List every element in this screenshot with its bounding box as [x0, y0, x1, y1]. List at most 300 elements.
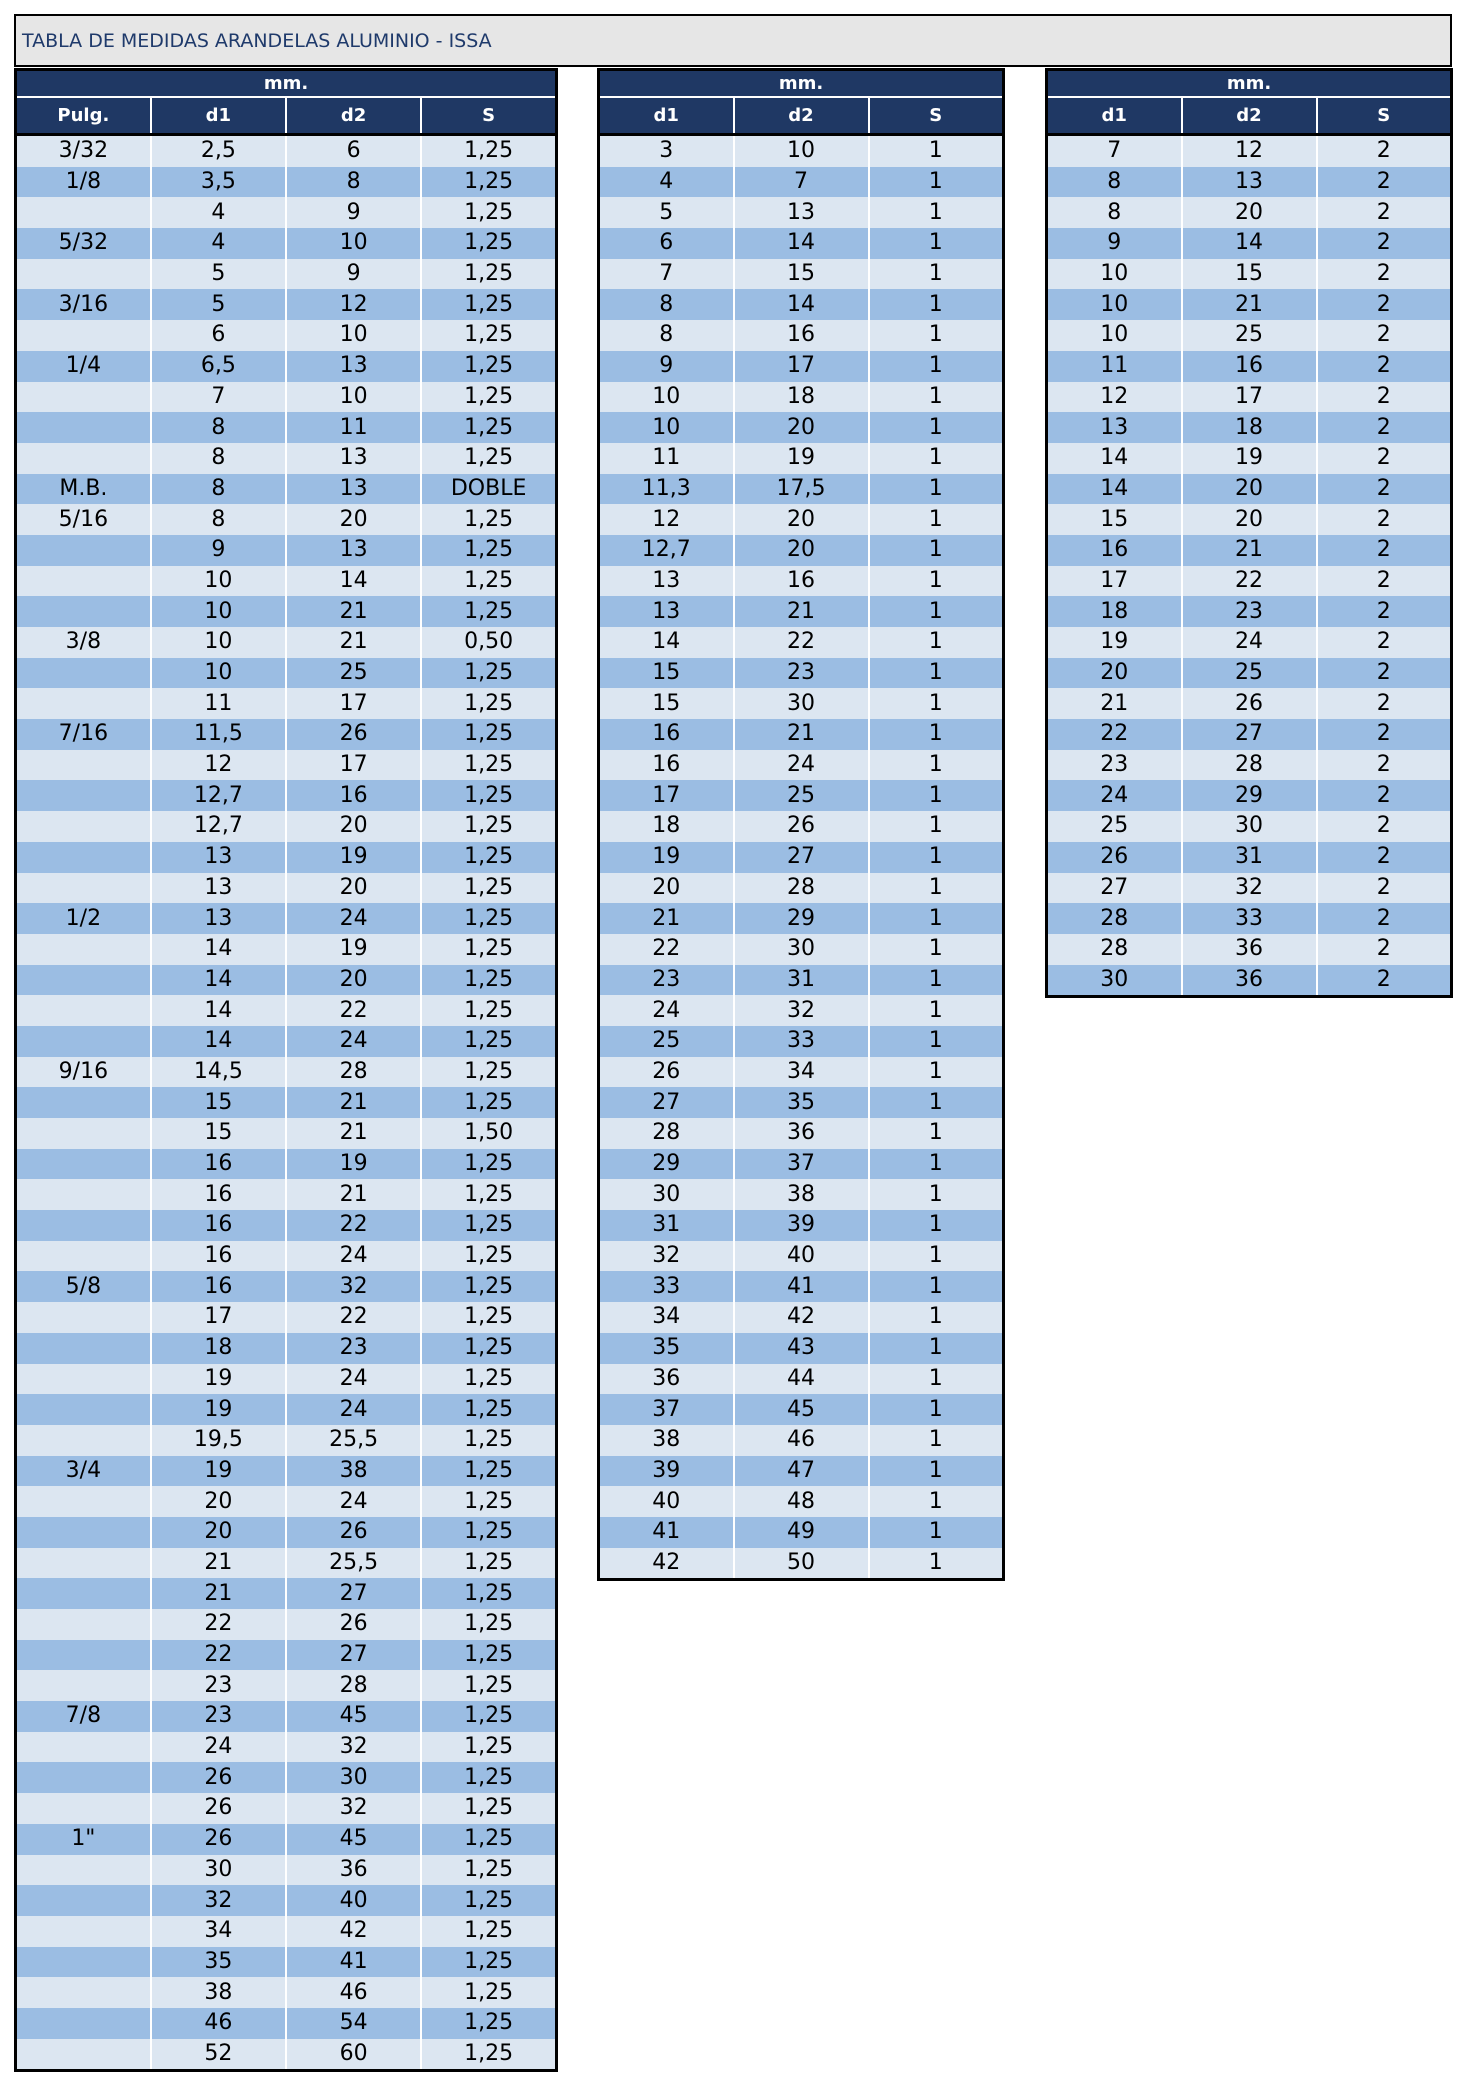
table-row	[599, 780, 1004, 811]
table-cell	[16, 1026, 151, 1057]
table-row	[16, 1026, 557, 1057]
table-cell: 1,25	[421, 903, 556, 934]
table-cell: 1,25	[421, 1364, 556, 1395]
table-cell: 2	[1317, 228, 1452, 259]
table-row	[1047, 135, 1452, 167]
table-cell: 24	[286, 1241, 421, 1272]
table-cell: 25,5	[286, 1548, 421, 1579]
table-cell: 20	[734, 504, 869, 535]
table-cell: 2	[1317, 596, 1452, 627]
table-row	[16, 1701, 557, 1732]
table-cell: 1,25	[421, 1026, 556, 1057]
table-cell: 20	[286, 965, 421, 996]
table-cell: 1,25	[421, 1087, 556, 1118]
table-cell: 16	[734, 566, 869, 597]
table-cell: 1,25	[421, 596, 556, 627]
table-cell: 1,25	[421, 412, 556, 443]
washer-table-s1	[597, 68, 1005, 1581]
table-cell: 7/16	[16, 719, 151, 750]
table-cell: 11,5	[151, 719, 286, 750]
table-row	[1047, 596, 1452, 627]
table-row	[16, 995, 557, 1026]
table-cell: 17	[286, 688, 421, 719]
table-cell	[16, 1732, 151, 1763]
table-cell: 23	[151, 1701, 286, 1732]
table-row	[599, 1517, 1004, 1548]
table-row	[599, 167, 1004, 198]
table-row	[599, 1333, 1004, 1364]
table-cell: 26	[151, 1793, 286, 1824]
table-cell: 11	[151, 688, 286, 719]
column-header: Pulg.	[16, 97, 151, 135]
table-cell: 1,25	[421, 1762, 556, 1793]
table-cell: 32	[1182, 873, 1317, 904]
table-row	[599, 934, 1004, 965]
table-row	[16, 627, 557, 658]
table-row	[1047, 474, 1452, 505]
table-cell: 49	[734, 1517, 869, 1548]
table-cell: 24	[286, 1026, 421, 1057]
table-cell: 48	[734, 1486, 869, 1517]
table-cell: 19	[151, 1394, 286, 1425]
table-cell: 43	[734, 1333, 869, 1364]
table-cell: 6	[599, 228, 734, 259]
table-cell: 16	[151, 1271, 286, 1302]
table-cell: 32	[599, 1241, 734, 1272]
table-cell	[16, 596, 151, 627]
table-cell: 24	[1182, 627, 1317, 658]
table-cell: 1,25	[421, 842, 556, 873]
table-cell: 1	[869, 197, 1004, 228]
table-cell: 2	[1317, 135, 1452, 167]
column-header: S	[869, 97, 1004, 135]
table-cell: 11	[599, 443, 734, 474]
table-row	[599, 1149, 1004, 1180]
table-cell: 13	[286, 351, 421, 382]
table-cell	[16, 1578, 151, 1609]
table-cell: 1	[869, 504, 1004, 535]
table-row	[599, 1394, 1004, 1425]
table-row	[599, 1241, 1004, 1272]
table-row	[599, 1118, 1004, 1149]
table-cell: 24	[599, 995, 734, 1026]
table-cell	[16, 1670, 151, 1701]
table-cell: 24	[286, 1364, 421, 1395]
table-cell: 16	[151, 1241, 286, 1272]
table-cell: 19	[1182, 443, 1317, 474]
table-cell: 1,25	[421, 1824, 556, 1855]
table-cell: 1	[869, 1333, 1004, 1364]
table-cell: 1	[869, 474, 1004, 505]
table-cell: 13	[1047, 412, 1182, 443]
table-cell: 10	[734, 135, 869, 167]
table-cell	[16, 320, 151, 351]
table-cell: 36	[1182, 934, 1317, 965]
table-cell: 1	[869, 412, 1004, 443]
table-cell: 1,25	[421, 1548, 556, 1579]
table-cell: 1	[869, 228, 1004, 259]
table-cell: 34	[734, 1057, 869, 1088]
table-cell: 9	[286, 259, 421, 290]
table-cell: 1	[869, 1118, 1004, 1149]
table-cell	[16, 566, 151, 597]
table-cell: 10	[599, 412, 734, 443]
table-cell: 1	[869, 1057, 1004, 1088]
table-cell: 11,3	[599, 474, 734, 505]
table-cell: 12	[151, 750, 286, 781]
table-row	[1047, 750, 1452, 781]
table-cell: 23	[734, 658, 869, 689]
table-cell: 2	[1317, 412, 1452, 443]
table-cell	[16, 995, 151, 1026]
table-cell: 13	[151, 903, 286, 934]
table-cell: 1	[869, 873, 1004, 904]
table-cell: 32	[734, 995, 869, 1026]
table-cell: 1	[869, 903, 1004, 934]
table-cell: 8	[599, 320, 734, 351]
table-cell: 1	[869, 289, 1004, 320]
table-cell: 28	[1182, 750, 1317, 781]
table-cell: 1,25	[421, 1517, 556, 1548]
table-row	[16, 1517, 557, 1548]
table-cell	[16, 1425, 151, 1456]
table-cell: 5/32	[16, 228, 151, 259]
table-row	[1047, 688, 1452, 719]
table-cell: 2	[1317, 627, 1452, 658]
table-cell: 26	[151, 1824, 286, 1855]
table-row	[1047, 228, 1452, 259]
table-cell: 36	[1182, 965, 1317, 997]
table-row	[599, 1179, 1004, 1210]
table-cell: 17	[1047, 566, 1182, 597]
table-cell: 10	[286, 320, 421, 351]
table-cell: 21	[734, 719, 869, 750]
table-cell: 24	[1047, 780, 1182, 811]
table-row	[16, 1640, 557, 1671]
table-cell: 1	[869, 1456, 1004, 1487]
table-cell: 22	[286, 995, 421, 1026]
table-cell: 38	[599, 1425, 734, 1456]
table-row	[16, 382, 557, 413]
table-cell: 13	[599, 566, 734, 597]
table-cell: 32	[286, 1793, 421, 1824]
table-cell: 29	[734, 903, 869, 934]
table-cell: 20	[599, 873, 734, 904]
table-row	[1047, 535, 1452, 566]
table-cell: 10	[599, 382, 734, 413]
table-cell: 46	[151, 2008, 286, 2039]
table-cell: 1	[869, 811, 1004, 842]
table-row	[16, 1364, 557, 1395]
table-row	[599, 811, 1004, 842]
table-cell: 10	[151, 627, 286, 658]
table-cell: 1/8	[16, 167, 151, 198]
table-row	[16, 2008, 557, 2039]
table-cell	[16, 1855, 151, 1886]
table-cell: 27	[286, 1578, 421, 1609]
column-header: d1	[151, 97, 286, 135]
table-cell	[16, 1640, 151, 1671]
table-cell: 1,25	[421, 1149, 556, 1180]
table-row	[16, 1179, 557, 1210]
table-cell: 24	[286, 1486, 421, 1517]
table-row	[599, 1456, 1004, 1487]
table-cell	[16, 2039, 151, 2071]
table-cell: 1	[869, 443, 1004, 474]
table-cell: 47	[734, 1456, 869, 1487]
washer-table-s2	[1045, 68, 1453, 998]
table-cell: 12,7	[151, 780, 286, 811]
table-row	[599, 627, 1004, 658]
table-cell: 2	[1317, 750, 1452, 781]
table-cell: 5	[151, 289, 286, 320]
table-cell: 1,25	[421, 1425, 556, 1456]
table-row	[1047, 658, 1452, 689]
table-row	[16, 197, 557, 228]
table-cell: 1	[869, 1026, 1004, 1057]
table-row	[16, 1916, 557, 1947]
table-cell: 13	[734, 197, 869, 228]
table-cell: 2	[1317, 965, 1452, 997]
table-cell: 19	[151, 1456, 286, 1487]
table-cell: 1,25	[421, 1057, 556, 1088]
table-cell: 1,25	[421, 228, 556, 259]
table-row	[1047, 965, 1452, 997]
table-cell: 3/32	[16, 135, 151, 167]
table-cell: 2	[1317, 259, 1452, 290]
table-cell: 21	[286, 1087, 421, 1118]
table-cell: 20	[1182, 504, 1317, 535]
table-cell: 31	[599, 1210, 734, 1241]
table-cell: 17	[734, 351, 869, 382]
table-row	[16, 1609, 557, 1640]
table-cell: 37	[599, 1394, 734, 1425]
table-cell: 25	[1182, 658, 1317, 689]
table-cell: 26	[734, 811, 869, 842]
table-row	[16, 1425, 557, 1456]
table-cell	[16, 1149, 151, 1180]
table-row	[1047, 934, 1452, 965]
table-cell: 1	[869, 1425, 1004, 1456]
column-header: d1	[599, 97, 734, 135]
table-cell: 19	[151, 1364, 286, 1395]
table-row	[16, 1241, 557, 1272]
column-header: S	[1317, 97, 1452, 135]
table-cell: 19	[1047, 627, 1182, 658]
table-cell	[16, 1241, 151, 1272]
table-cell: 1,25	[421, 351, 556, 382]
table-cell: 7/8	[16, 1701, 151, 1732]
table-cell: 14	[151, 934, 286, 965]
table-cell: 1,25	[421, 167, 556, 198]
table-row	[599, 688, 1004, 719]
table-cell	[16, 1609, 151, 1640]
table-row	[1047, 443, 1452, 474]
table-cell: 15	[151, 1118, 286, 1149]
table-cell	[16, 1947, 151, 1978]
table-cell	[16, 259, 151, 290]
table-cell: 28	[286, 1057, 421, 1088]
table-row	[16, 1302, 557, 1333]
table-row	[1047, 382, 1452, 413]
table-cell: 9	[1047, 228, 1182, 259]
table-cell: 1,25	[421, 1732, 556, 1763]
table-cell: 1,25	[421, 2008, 556, 2039]
table-row	[1047, 259, 1452, 290]
table-row	[599, 1087, 1004, 1118]
table-cell: 1	[869, 135, 1004, 167]
table-cell: 14	[734, 228, 869, 259]
table-cell	[16, 382, 151, 413]
table-row	[599, 566, 1004, 597]
table-cell: 1	[869, 596, 1004, 627]
table-cell: 14	[151, 965, 286, 996]
table-cell: 6,5	[151, 351, 286, 382]
table-row	[599, 1210, 1004, 1241]
table-cell: 2	[1317, 167, 1452, 198]
table-cell: 41	[734, 1271, 869, 1302]
table-cell: 27	[734, 842, 869, 873]
table-cell: 1	[869, 167, 1004, 198]
table-cell: 12	[1182, 135, 1317, 167]
table-cell: 26	[599, 1057, 734, 1088]
table-cell: 14,5	[151, 1057, 286, 1088]
table-cell: 19	[599, 842, 734, 873]
table-cell: 9/16	[16, 1057, 151, 1088]
table-cell	[16, 1333, 151, 1364]
table-cell: 1	[869, 566, 1004, 597]
table-row	[1047, 627, 1452, 658]
table-cell: 26	[151, 1762, 286, 1793]
table-cell: 10	[1047, 320, 1182, 351]
column-header: d2	[1182, 97, 1317, 135]
table-cell: 1,25	[421, 382, 556, 413]
table-row	[16, 289, 557, 320]
table-cell: 12	[286, 289, 421, 320]
column-header: S	[421, 97, 556, 135]
table-cell: 2	[1317, 443, 1452, 474]
table-cell: 17,5	[734, 474, 869, 505]
table-cell: 1,25	[421, 504, 556, 535]
table-cell: 38	[286, 1456, 421, 1487]
table-cell: 25	[286, 658, 421, 689]
table-cell: 1,25	[421, 1486, 556, 1517]
table-cell: 1,25	[421, 658, 556, 689]
table-cell: 1,25	[421, 780, 556, 811]
table-cell: 19	[286, 934, 421, 965]
table-cell: 7	[151, 382, 286, 413]
table-cell: 1	[869, 1394, 1004, 1425]
table-cell: 20	[734, 412, 869, 443]
table-row	[16, 320, 557, 351]
table-cell: 13	[286, 474, 421, 505]
table-cell: 4	[151, 228, 286, 259]
table-row	[1047, 197, 1452, 228]
table-cell: 41	[286, 1947, 421, 1978]
table-cell: 23	[599, 965, 734, 996]
table-cell: 1	[869, 750, 1004, 781]
table-cell: 1,25	[421, 566, 556, 597]
table-cell: 35	[599, 1333, 734, 1364]
table-row	[16, 750, 557, 781]
table-row	[599, 443, 1004, 474]
table-cell: 1,25	[421, 934, 556, 965]
table-cell: 1,25	[421, 811, 556, 842]
table-row	[1047, 351, 1452, 382]
table-cell: 25	[599, 1026, 734, 1057]
page-title: TABLA DE MEDIDAS ARANDELAS ALUMINIO - ISSA	[14, 14, 1452, 67]
table-cell: 2	[1317, 504, 1452, 535]
table-cell: 1	[869, 351, 1004, 382]
table-cell: 1,25	[421, 1640, 556, 1671]
table-cell: 1	[869, 1548, 1004, 1580]
table-cell: 25	[1182, 320, 1317, 351]
table-row	[599, 1486, 1004, 1517]
table-cell: 1,25	[421, 1609, 556, 1640]
table-row	[16, 1271, 557, 1302]
table-row	[16, 780, 557, 811]
table-cell: 30	[599, 1179, 734, 1210]
table-cell: 26	[286, 1609, 421, 1640]
table-cell: 22	[286, 1302, 421, 1333]
table-cell: 20	[286, 504, 421, 535]
table-row	[16, 566, 557, 597]
table-cell: 14	[151, 995, 286, 1026]
table-cell: 12,7	[151, 811, 286, 842]
table-cell: 33	[734, 1026, 869, 1057]
table-cell: 28	[734, 873, 869, 904]
table-row	[16, 903, 557, 934]
table-row	[1047, 320, 1452, 351]
table-row	[1047, 167, 1452, 198]
table-row	[599, 351, 1004, 382]
table-cell	[16, 750, 151, 781]
table-cell: 21	[286, 1179, 421, 1210]
table-cell: 16	[151, 1149, 286, 1180]
table-cell: 32	[286, 1271, 421, 1302]
table-cell: 13	[286, 535, 421, 566]
table-cell: 35	[151, 1947, 286, 1978]
table-cell: 8	[286, 167, 421, 198]
table-cell	[16, 1916, 151, 1947]
table-cell: 1	[869, 688, 1004, 719]
table-cell: 17	[1182, 382, 1317, 413]
table-cell: 1,25	[421, 135, 556, 167]
table-cell	[16, 197, 151, 228]
table-cell: 16	[286, 780, 421, 811]
table-row	[599, 289, 1004, 320]
table-cell: 1,25	[421, 1977, 556, 2008]
table-row	[599, 382, 1004, 413]
table-row	[599, 1026, 1004, 1057]
table-cell: 11	[286, 412, 421, 443]
table-row	[16, 719, 557, 750]
table-cell: 13	[151, 873, 286, 904]
table-cell: 1	[869, 995, 1004, 1026]
table-cell: 12	[599, 504, 734, 535]
table-cell: 20	[1182, 474, 1317, 505]
table-row	[16, 1824, 557, 1855]
table-cell	[16, 1977, 151, 2008]
table-cell: 19	[286, 842, 421, 873]
table-row	[16, 1670, 557, 1701]
table-cell	[16, 2008, 151, 2039]
table-cell: 30	[1182, 811, 1317, 842]
table-cell: 10	[151, 658, 286, 689]
table-row	[16, 1762, 557, 1793]
table-cell: 1	[869, 1517, 1004, 1548]
table-cell: 1	[869, 1364, 1004, 1395]
